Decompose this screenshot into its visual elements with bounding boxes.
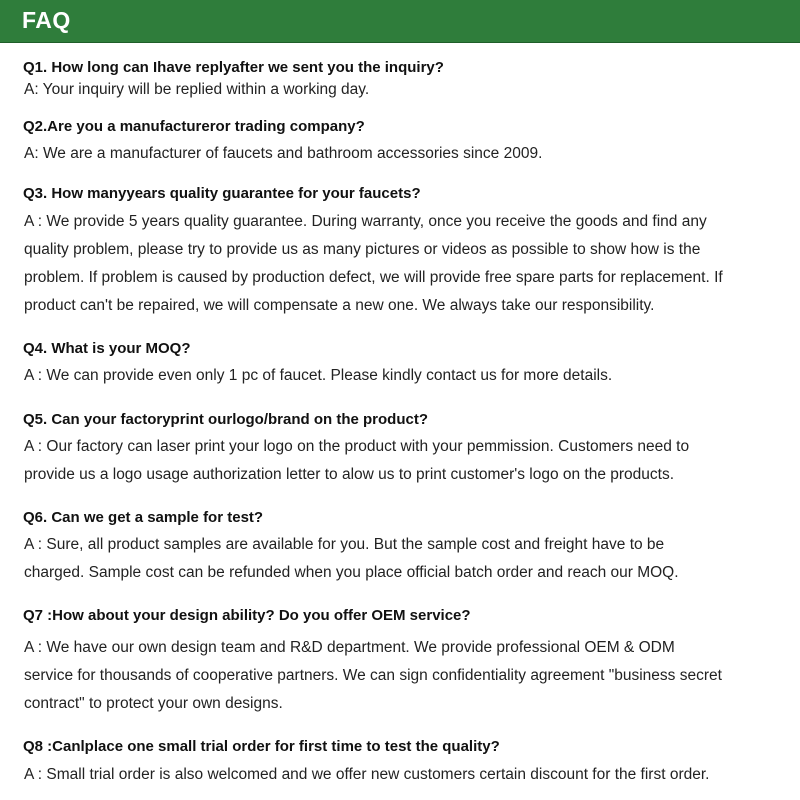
faq-answer-1: A: Your inquiry will be replied within a working day. [24, 81, 370, 98]
faq-answer-2: A: We are a manufacturer of faucets and bathroom accessories since 2009. [24, 145, 543, 162]
faq-question-7: Q7 :How about your design ability? Do you offer OEM service? [23, 607, 471, 624]
faq-question-2: Q2.Are you a manufactureror trading company? [23, 118, 365, 135]
faq-header-bar [0, 0, 800, 43]
page-title: FAQ [22, 7, 71, 33]
faq-question-6: Q6. Can we get a sample for test? [23, 509, 264, 526]
faq-question-1: Q1. How long can Ihave replyafter we sent you the inquiry? [23, 59, 444, 76]
faq-question-3: Q3. How manyyears quality guarantee for your faucets? [23, 185, 421, 202]
faq-answer-8: A : Small trial order is also welcomed and we offer new customers certain discount for the first order. [24, 766, 710, 783]
faq-answer-3: A : We provide 5 years quality guarantee. During warranty, once you receive the goods and find any quality problem, please try to provide us as many pictures or videos as possible to show how is the problem. If problem is caused by production defect, we will provide free spare parts for replacement. If product can't be repaired, we will compensate a new one. We always take our responsibility. [24, 213, 723, 314]
faq-answer-4: A : We can provide even only 1 pc of faucet. Please kindly contact us for more details. [24, 367, 613, 384]
faq-answer-6: A : Sure, all product samples are available for you. But the sample cost and freight have to be charged. Sample cost can be refunded when you place official batch order and reach our MOQ. [24, 536, 679, 581]
faq-answer-7: A : We have our own design team and R&D department. We provide professional OEM & ODM service for thousands of cooperative partners. We can sign confidentiality agreement "business secret contract" to protect your own designs. [24, 639, 722, 712]
faq-question-4: Q4. What is your MOQ? [23, 340, 191, 357]
faq-question-5: Q5. Can your factoryprint ourlogo/brand on the product? [23, 411, 428, 428]
faq-answer-5: A : Our factory can laser print your logo on the product with your pemmission. Customers need to provide us a logo usage authorization letter to alow us to print customer's logo on the products. [24, 438, 690, 483]
faq-question-8: Q8 :Canlplace one small trial order for first time to test the quality? [23, 738, 500, 755]
